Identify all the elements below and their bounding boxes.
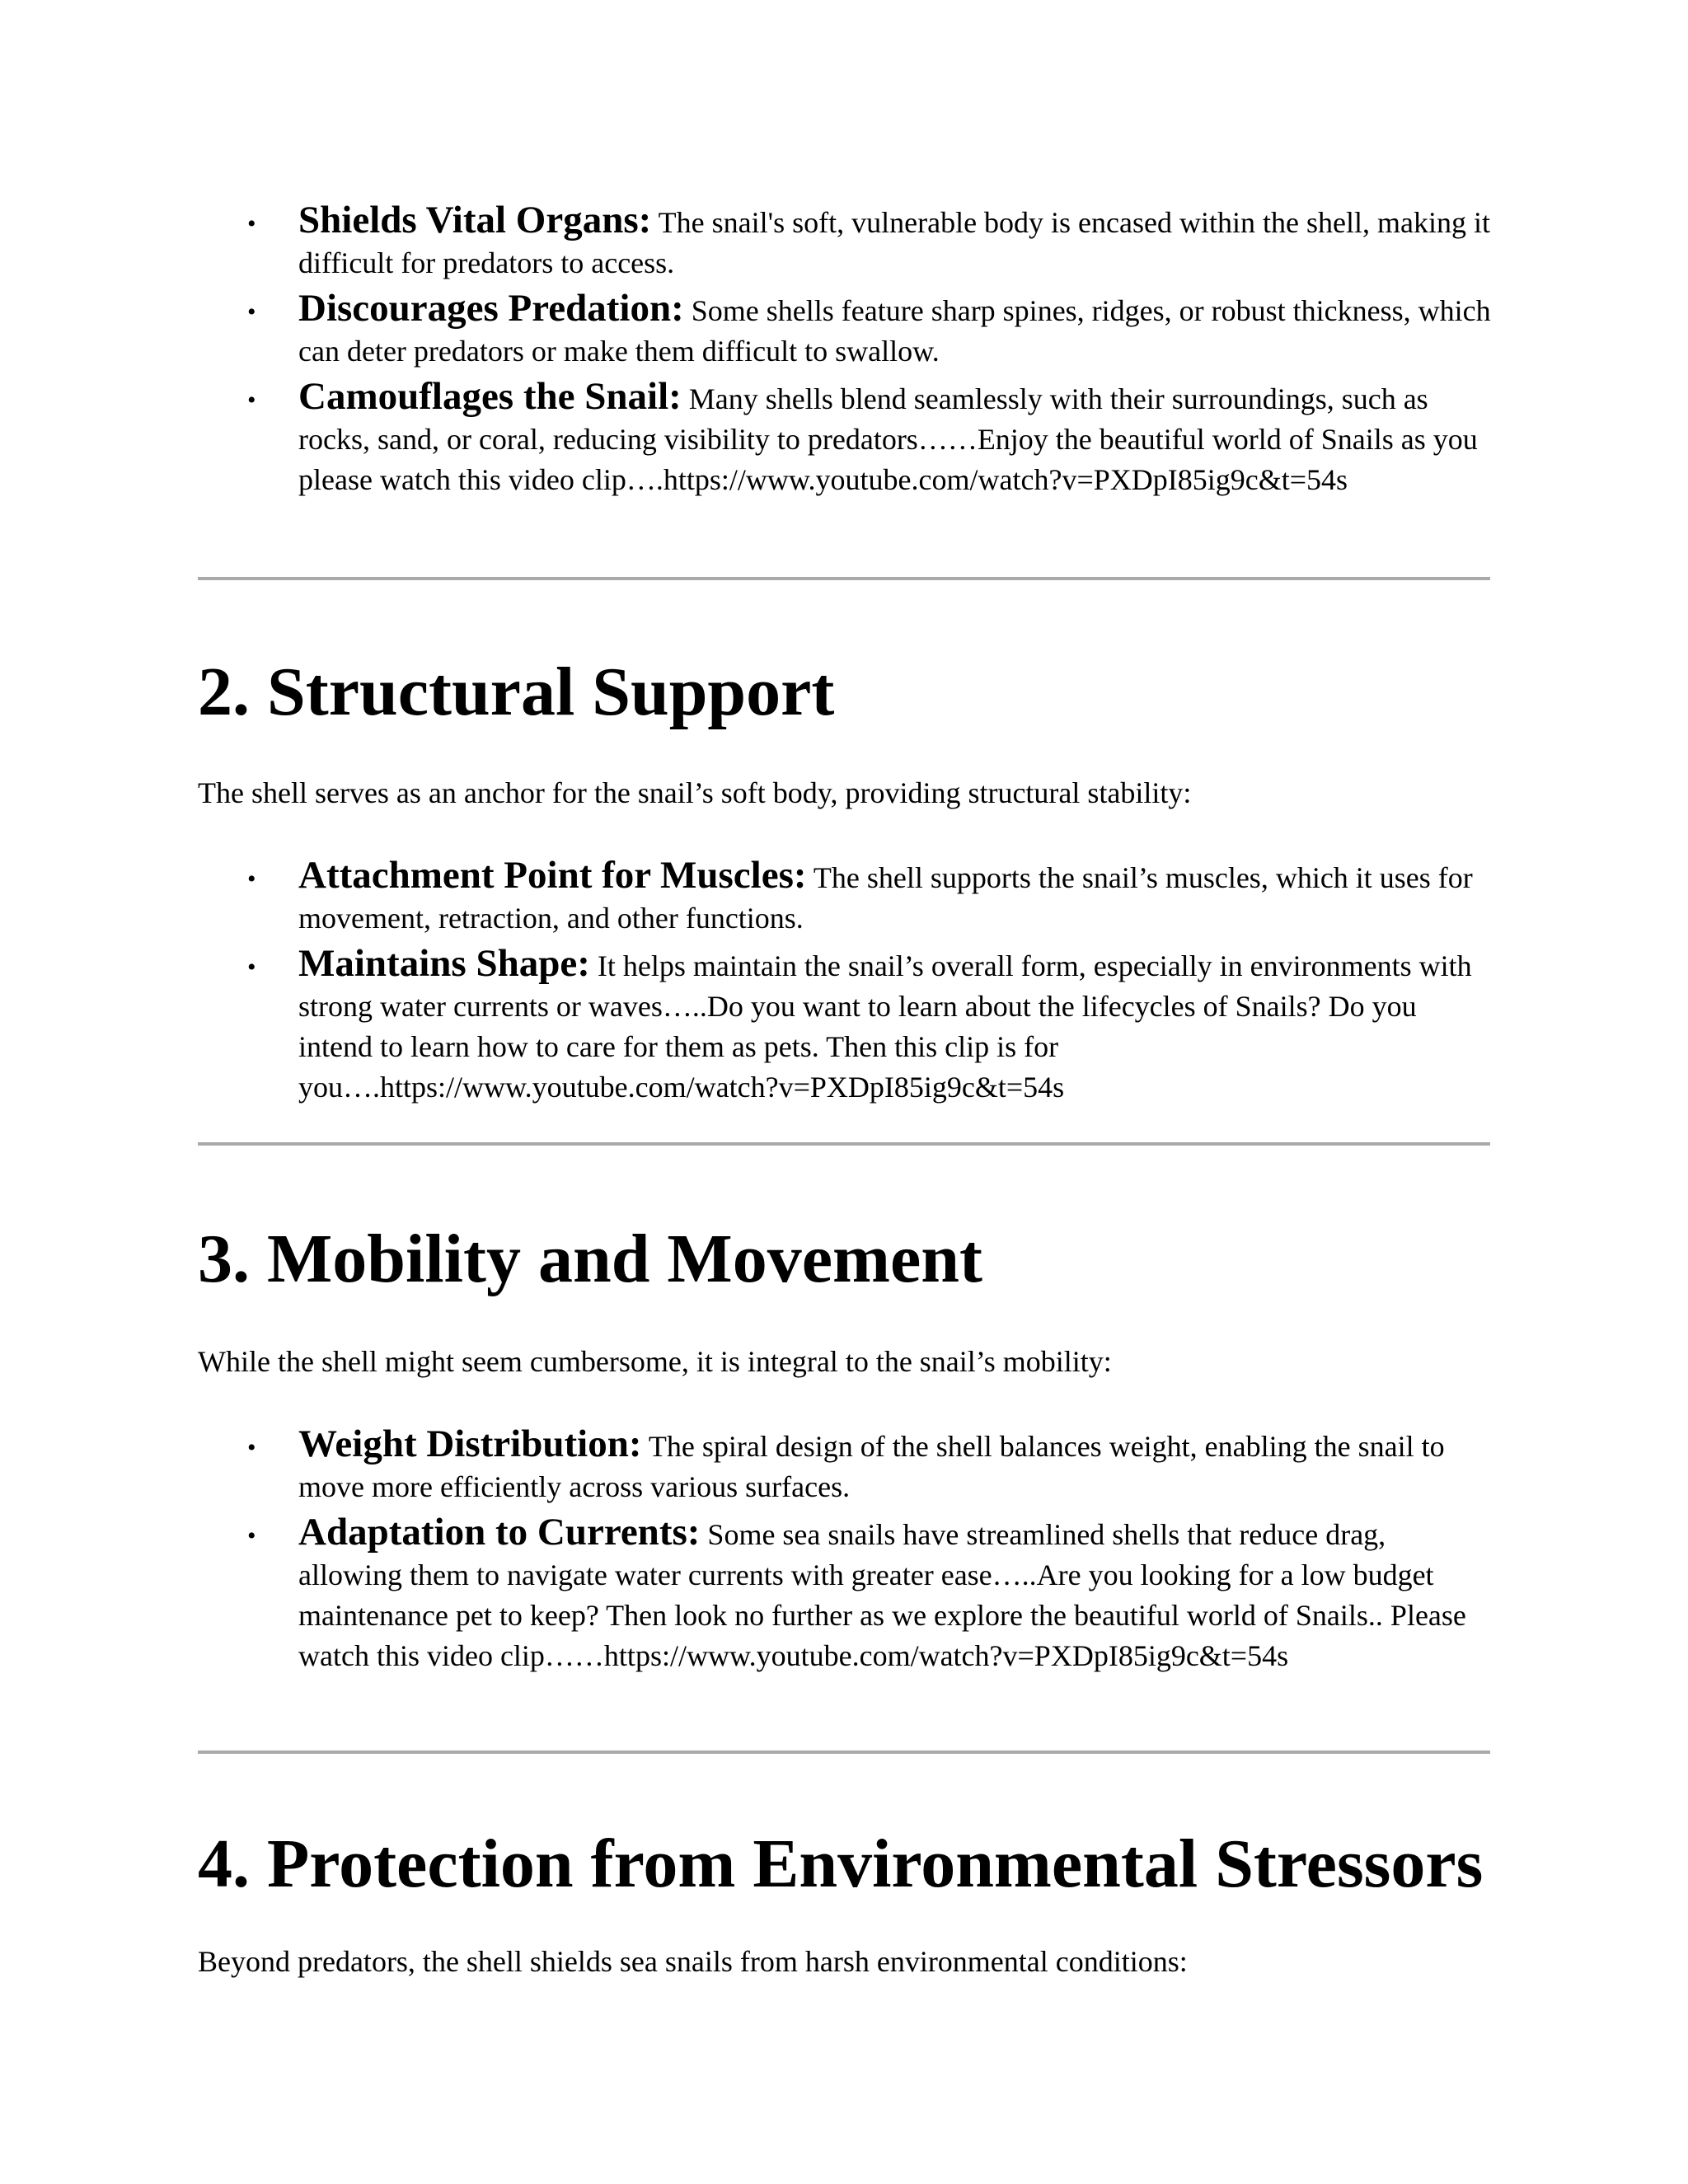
bullet-icon: • <box>247 210 256 237</box>
bullet-icon: • <box>247 865 256 893</box>
list-item-term: Maintains Shape: <box>298 942 590 985</box>
section-heading: 2. Structural Support <box>198 654 835 730</box>
list-item-term: Adaptation to Currents: <box>298 1511 701 1554</box>
bullet-icon: • <box>247 954 256 981</box>
protection-bullet-list <box>198 200 1492 505</box>
section-heading: 3. Mobility and Movement <box>198 1221 982 1297</box>
horizontal-divider <box>198 1750 1490 1754</box>
list-item-text: The spiral design of the shell balances weight, enabling the snail to move more efficiently across various surfaces. <box>298 1430 1445 1503</box>
mobility-bullet-list <box>198 1424 1492 1681</box>
list-item <box>198 1424 1492 1507</box>
list-item-term: Attachment Point for Muscles: <box>298 854 807 897</box>
list-item <box>198 855 1492 939</box>
section-intro: Beyond predators, the shell shields sea snails from harsh environmental conditions: <box>198 1945 1188 1978</box>
list-item-text: Many shells blend seamlessly with their surroundings, such as rocks, sand, or coral, reducing visibility to predators……Enjoy the beautiful world of Snails as you please watch this video clip….https://www.youtube.com/watch?v=PXDpI85ig9c&t=54s <box>298 382 1478 496</box>
bullet-icon: • <box>247 1522 256 1549</box>
list-item-text: The shell supports the snail’s muscles, which it uses for movement, retraction, and other functions. <box>298 861 1473 935</box>
list-item <box>198 944 1492 1108</box>
list-item <box>198 1512 1492 1676</box>
list-item-text: The snail's soft, vulnerable body is encased within the shell, making it difficult for predators to access. <box>298 206 1490 279</box>
bullet-icon: • <box>247 298 256 326</box>
list-item-term: Weight Distribution: <box>298 1422 642 1465</box>
bullet-icon: • <box>247 1434 256 1461</box>
section-intro: While the shell might seem cumbersome, it is integral to the snail’s mobility: <box>198 1345 1112 1378</box>
list-item <box>198 200 1492 284</box>
list-item-text: It helps maintain the snail’s overall form, especially in environments with strong water currents or waves…..Do you want to learn about the lifecycles of Snails? Do you intend to learn how to care for them as pets. Then this clip is for you….https://www.youtube.com/watch?v=PXDpI85ig9c&t=54s <box>298 949 1472 1104</box>
section-intro: The shell serves as an anchor for the snail’s soft body, providing structural stability: <box>198 776 1192 809</box>
list-item <box>198 377 1492 500</box>
bullet-icon: • <box>247 387 256 414</box>
horizontal-divider <box>198 577 1490 580</box>
list-item-term: Camouflages the Snail: <box>298 375 682 418</box>
horizontal-divider <box>198 1142 1490 1146</box>
list-item-term: Discourages Predation: <box>298 287 684 330</box>
list-item-text: Some shells feature sharp spines, ridges, or robust thickness, which can deter predators or make them difficult to swallow. <box>298 294 1491 368</box>
list-item-term: Shields Vital Organs: <box>298 199 652 241</box>
section-heading: 4. Protection from Environmental Stressors <box>198 1825 1484 1902</box>
list-item <box>198 288 1492 372</box>
structural-support-bullet-list <box>198 855 1492 1113</box>
list-item-text: Some sea snails have streamlined shells that reduce drag, allowing them to navigate water currents with greater ease…..Are you looking for a low budget maintenance pet to keep? Then look no further as we explore the beautiful world of Snails.. Please watch this video clip……https://www.youtube.com/watch?v=PXDpI85ig9c&t=54s <box>298 1518 1466 1672</box>
